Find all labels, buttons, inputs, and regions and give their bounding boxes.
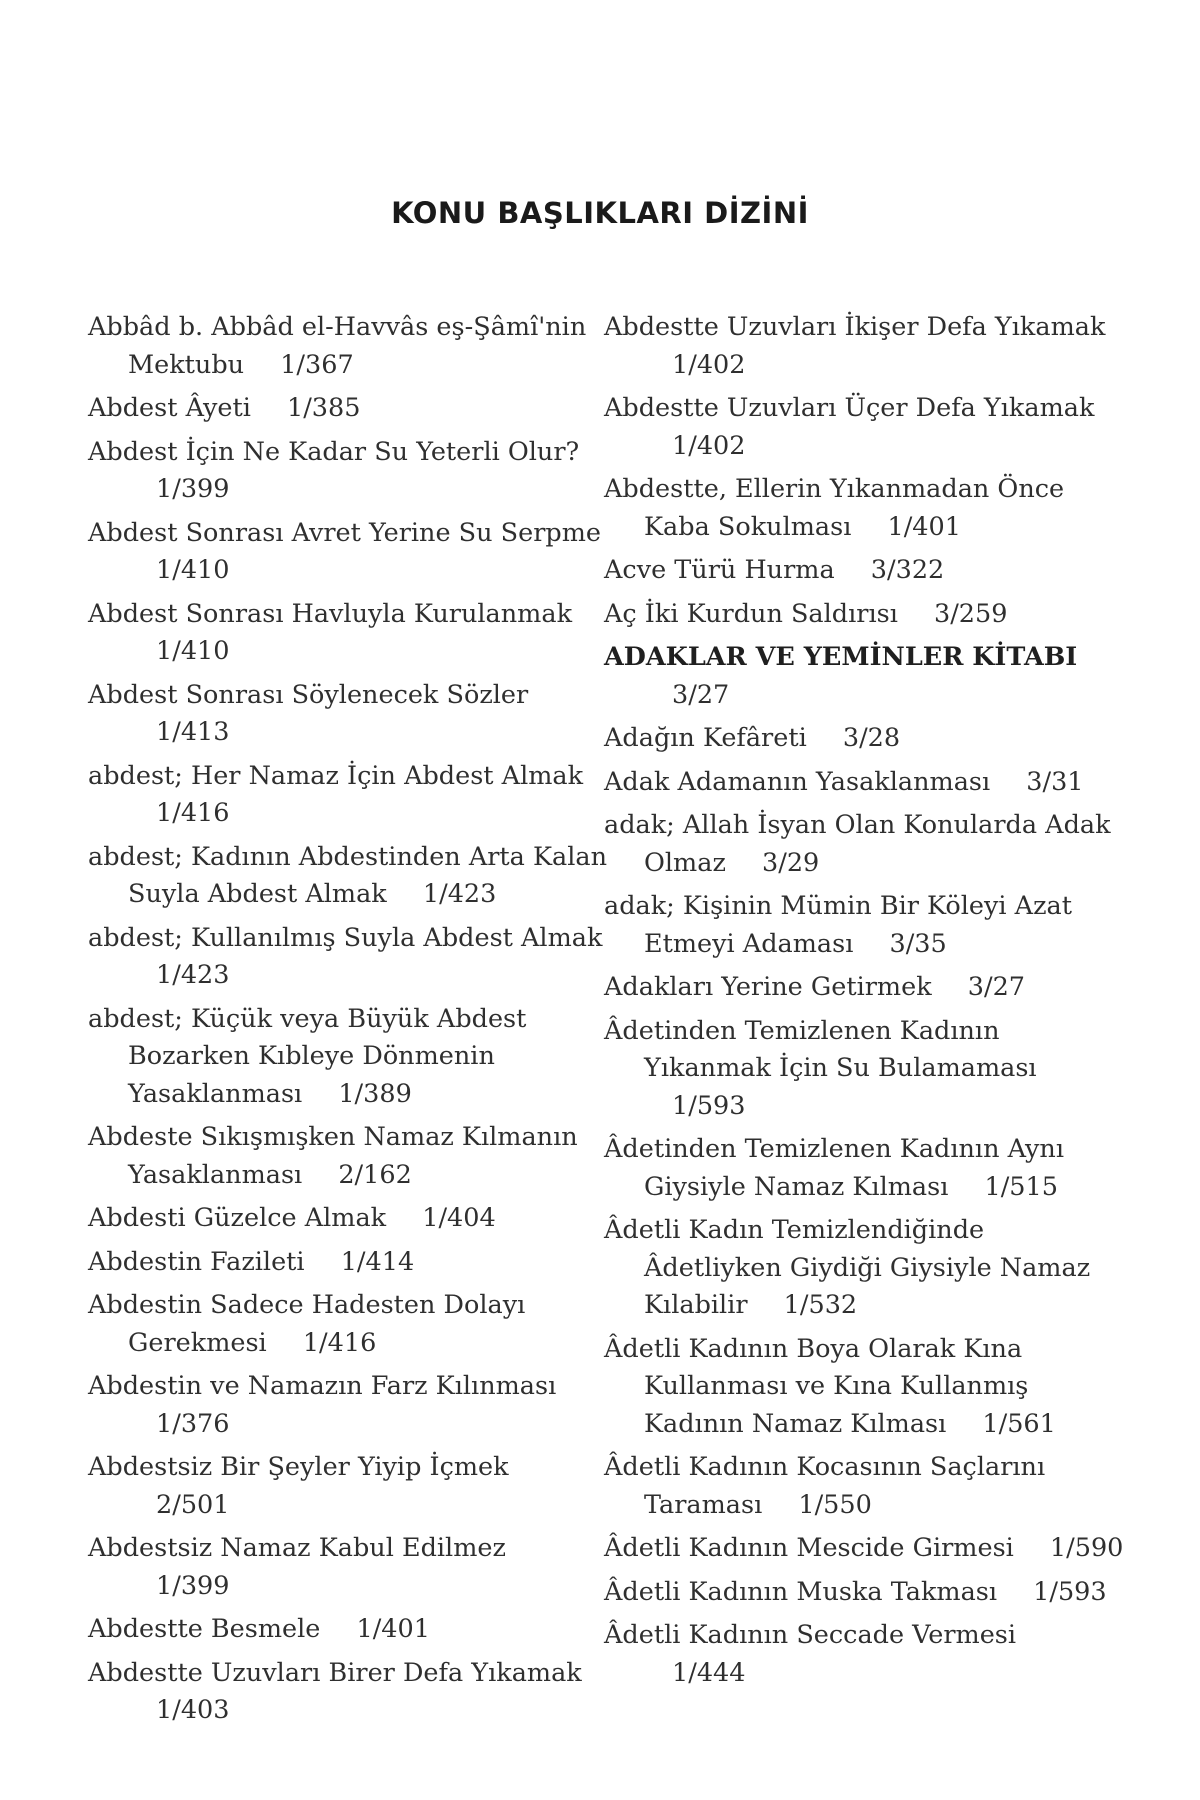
index-entry <box>88 1287 608 1362</box>
entry-title: Abdest Sonrası Avret Yerine Su Serpme <box>88 517 602 548</box>
entry-page-ref: 1/444 <box>672 1657 746 1688</box>
entry-title: Aç İki Kurdun Saldırısı <box>604 598 898 629</box>
index-entry <box>604 596 1124 634</box>
entry-page-ref: 1/404 <box>422 1203 496 1233</box>
index-entry <box>604 807 1124 882</box>
index-entry <box>88 758 608 833</box>
index-entry <box>604 720 1124 758</box>
index-entry <box>604 471 1124 546</box>
entry-page-ref: 1/593 <box>672 1090 746 1121</box>
entry-title: ADAKLAR VE YEMİNLER KİTABI <box>604 642 1078 672</box>
index-entry <box>604 1530 1124 1568</box>
index-entry <box>604 888 1124 963</box>
entry-title: Abdestte Uzuvları İkişer Defa Yıkamak <box>604 312 1106 342</box>
entry-page-ref: 1/410 <box>156 636 230 666</box>
entry-page-ref: 1/403 <box>156 1695 230 1725</box>
entry-title: Âdetli Kadının Muska Takması <box>604 1576 998 1607</box>
entry-page-ref: 3/29 <box>762 847 820 878</box>
index-entry <box>88 515 608 590</box>
entry-page-ref: 1/367 <box>280 349 354 380</box>
entry-title: adak; Kişinin Mümin Bir Köleyi Azat Etmeyi Adaması <box>604 891 1072 959</box>
entry-title: adak; Allah İsyan Olan Konularda Adak Olmaz <box>604 810 1111 878</box>
entry-page-ref: 1/416 <box>302 1327 377 1358</box>
entry-page-ref: 1/550 <box>798 1489 872 1520</box>
entry-title: Adağın Kefâreti <box>604 723 807 753</box>
entry-page-ref: 1/515 <box>984 1171 1058 1202</box>
entry-page-ref: 1/402 <box>672 430 746 461</box>
index-entry <box>604 390 1124 465</box>
entry-page-ref: 1/376 <box>156 1408 230 1439</box>
entry-page-ref: 1/532 <box>783 1290 858 1320</box>
entry-title: Abdestte Uzuvları Üçer Defa Yıkamak <box>604 393 1095 423</box>
entry-title: abdest; Her Namaz İçin Abdest Almak <box>88 760 584 791</box>
entry-page-ref: 1/413 <box>156 717 230 747</box>
entry-title: Abdestte Besmele <box>88 1614 321 1644</box>
index-entry <box>88 434 608 509</box>
entry-page-ref: 2/162 <box>338 1159 412 1190</box>
entry-title: Âdetli Kadının Boya Olarak Kına Kullanması ve Kına Kullanmış Kadının Namaz Kılması <box>604 1333 1029 1439</box>
index-entry <box>88 839 608 914</box>
entry-title: abdest; Kullanılmış Suyla Abdest Almak <box>88 922 603 953</box>
entry-title: Abdest Sonrası Havluyla Kurulanmak <box>88 598 573 629</box>
index-entry <box>88 677 608 752</box>
entry-page-ref: 3/35 <box>889 928 947 959</box>
entry-title: Abdest İçin Ne Kadar Su Yeterli Olur? <box>88 436 580 467</box>
index-entry <box>88 596 608 671</box>
index-entry <box>88 1530 608 1605</box>
entry-title: Abdestsiz Bir Şeyler Yiyip İçmek <box>88 1452 509 1482</box>
index-entry <box>604 309 1124 384</box>
index-entry <box>604 552 1124 590</box>
entry-title: Abdest Âyeti <box>88 393 251 423</box>
entry-page-ref: 3/31 <box>1026 766 1084 797</box>
entry-page-ref: 2/501 <box>156 1489 230 1520</box>
index-entry <box>604 1331 1124 1444</box>
entry-page-ref: 1/410 <box>156 555 230 585</box>
entry-page-ref: 1/414 <box>340 1246 415 1277</box>
index-column-right <box>604 309 1124 1698</box>
index-entry <box>88 1119 608 1194</box>
entry-page-ref: 3/259 <box>933 598 1008 629</box>
entry-page-ref: 1/401 <box>887 511 961 542</box>
entry-title: Âdetinden Temizlenen Kadının Aynı Giysiyle Namaz Kılması <box>604 1134 1064 1202</box>
entry-title: Abdestin Fazileti <box>88 1246 305 1277</box>
entry-title: Abdestte Uzuvları Birer Defa Yıkamak <box>88 1657 582 1688</box>
index-entry <box>604 1617 1124 1692</box>
entry-title: Abdeste Sıkışmışken Namaz Kılmanın Yasaklanması <box>88 1122 578 1190</box>
index-entry <box>604 969 1124 1007</box>
entry-title: Âdetli Kadının Mescide Girmesi <box>604 1533 1014 1563</box>
index-entry <box>604 1212 1124 1325</box>
entry-page-ref: 1/590 <box>1049 1533 1124 1563</box>
entry-title: Âdetli Kadın Temizlendiğinde Âdetliyken Giydiği Giysiyle Namaz Kılabilir <box>604 1215 1091 1320</box>
entry-page-ref: 1/399 <box>156 1570 230 1601</box>
index-section-heading <box>604 639 1124 714</box>
index-entry <box>604 1574 1124 1612</box>
index-entry <box>604 1449 1124 1524</box>
entry-page-ref: 1/401 <box>356 1614 430 1644</box>
index-entry <box>604 1131 1124 1206</box>
entry-page-ref: 1/593 <box>1033 1576 1107 1607</box>
index-entry <box>88 390 608 428</box>
entry-page-ref: 3/28 <box>842 723 901 753</box>
index-entry <box>88 1449 608 1524</box>
index-entry <box>88 309 608 384</box>
index-entry <box>88 1200 608 1238</box>
index-entry <box>604 1013 1124 1126</box>
entry-page-ref: 1/402 <box>672 349 746 380</box>
entry-page-ref: 1/399 <box>156 474 230 504</box>
entry-page-ref: 1/385 <box>286 393 361 423</box>
index-column-left <box>88 309 608 1736</box>
entry-title: Abdest Sonrası Söylenecek Sözler <box>88 679 529 710</box>
entry-title: Abdestin ve Namazın Farz Kılınması <box>88 1371 557 1401</box>
entry-page-ref: 1/416 <box>156 798 230 828</box>
entry-page-ref: 3/27 <box>967 972 1026 1002</box>
entry-title: Adak Adamanın Yasaklanması <box>604 766 991 797</box>
entry-title: abdest; Kadının Abdestinden Arta Kalan Suyla Abdest Almak <box>88 841 608 909</box>
entry-page-ref: 1/423 <box>422 879 497 909</box>
index-entry <box>88 920 608 995</box>
entry-title: Adakları Yerine Getirmek <box>604 972 932 1002</box>
index-entry <box>88 1001 608 1114</box>
entry-page-ref: 3/322 <box>870 555 945 585</box>
page-title: KONU BAŞLIKLARI DİZİNİ <box>391 196 809 230</box>
index-entry <box>88 1244 608 1282</box>
entry-title: Abdestsiz Namaz Kabul Edilmez <box>88 1533 506 1563</box>
entry-title: Âdetinden Temizlenen Kadının Yıkanmak İçin Su Bulamaması <box>604 1015 1037 1083</box>
entry-title: Abdestin Sadece Hadesten Dolayı Gerekmesi <box>88 1290 526 1358</box>
index-entry <box>604 764 1124 802</box>
entry-page-ref: 1/561 <box>982 1408 1056 1439</box>
entry-page-ref: 1/389 <box>338 1078 412 1109</box>
entry-title: Abdesti Güzelce Almak <box>88 1203 387 1233</box>
index-entry <box>88 1655 608 1730</box>
entry-title: abdest; Küçük veya Büyük Abdest Bozarken Kıbleye Dönmenin Yasaklanması <box>88 1003 527 1109</box>
entry-title: Acve Türü Hurma <box>604 555 835 585</box>
entry-page-ref: 3/27 <box>672 679 730 710</box>
index-entry <box>88 1368 608 1443</box>
entry-title: Abbâd b. Abbâd el-Havvâs eş-Şâmî'nin Mektubu <box>88 312 587 380</box>
entry-title: Abdestte, Ellerin Yıkanmadan Önce Kaba Sokulması <box>604 474 1065 542</box>
entry-title: Âdetli Kadının Kocasının Saçlarını Taraması <box>604 1452 1046 1520</box>
entry-page-ref: 1/423 <box>156 960 230 990</box>
index-entry <box>88 1611 608 1649</box>
entry-title: Âdetli Kadının Seccade Vermesi <box>604 1620 1017 1650</box>
